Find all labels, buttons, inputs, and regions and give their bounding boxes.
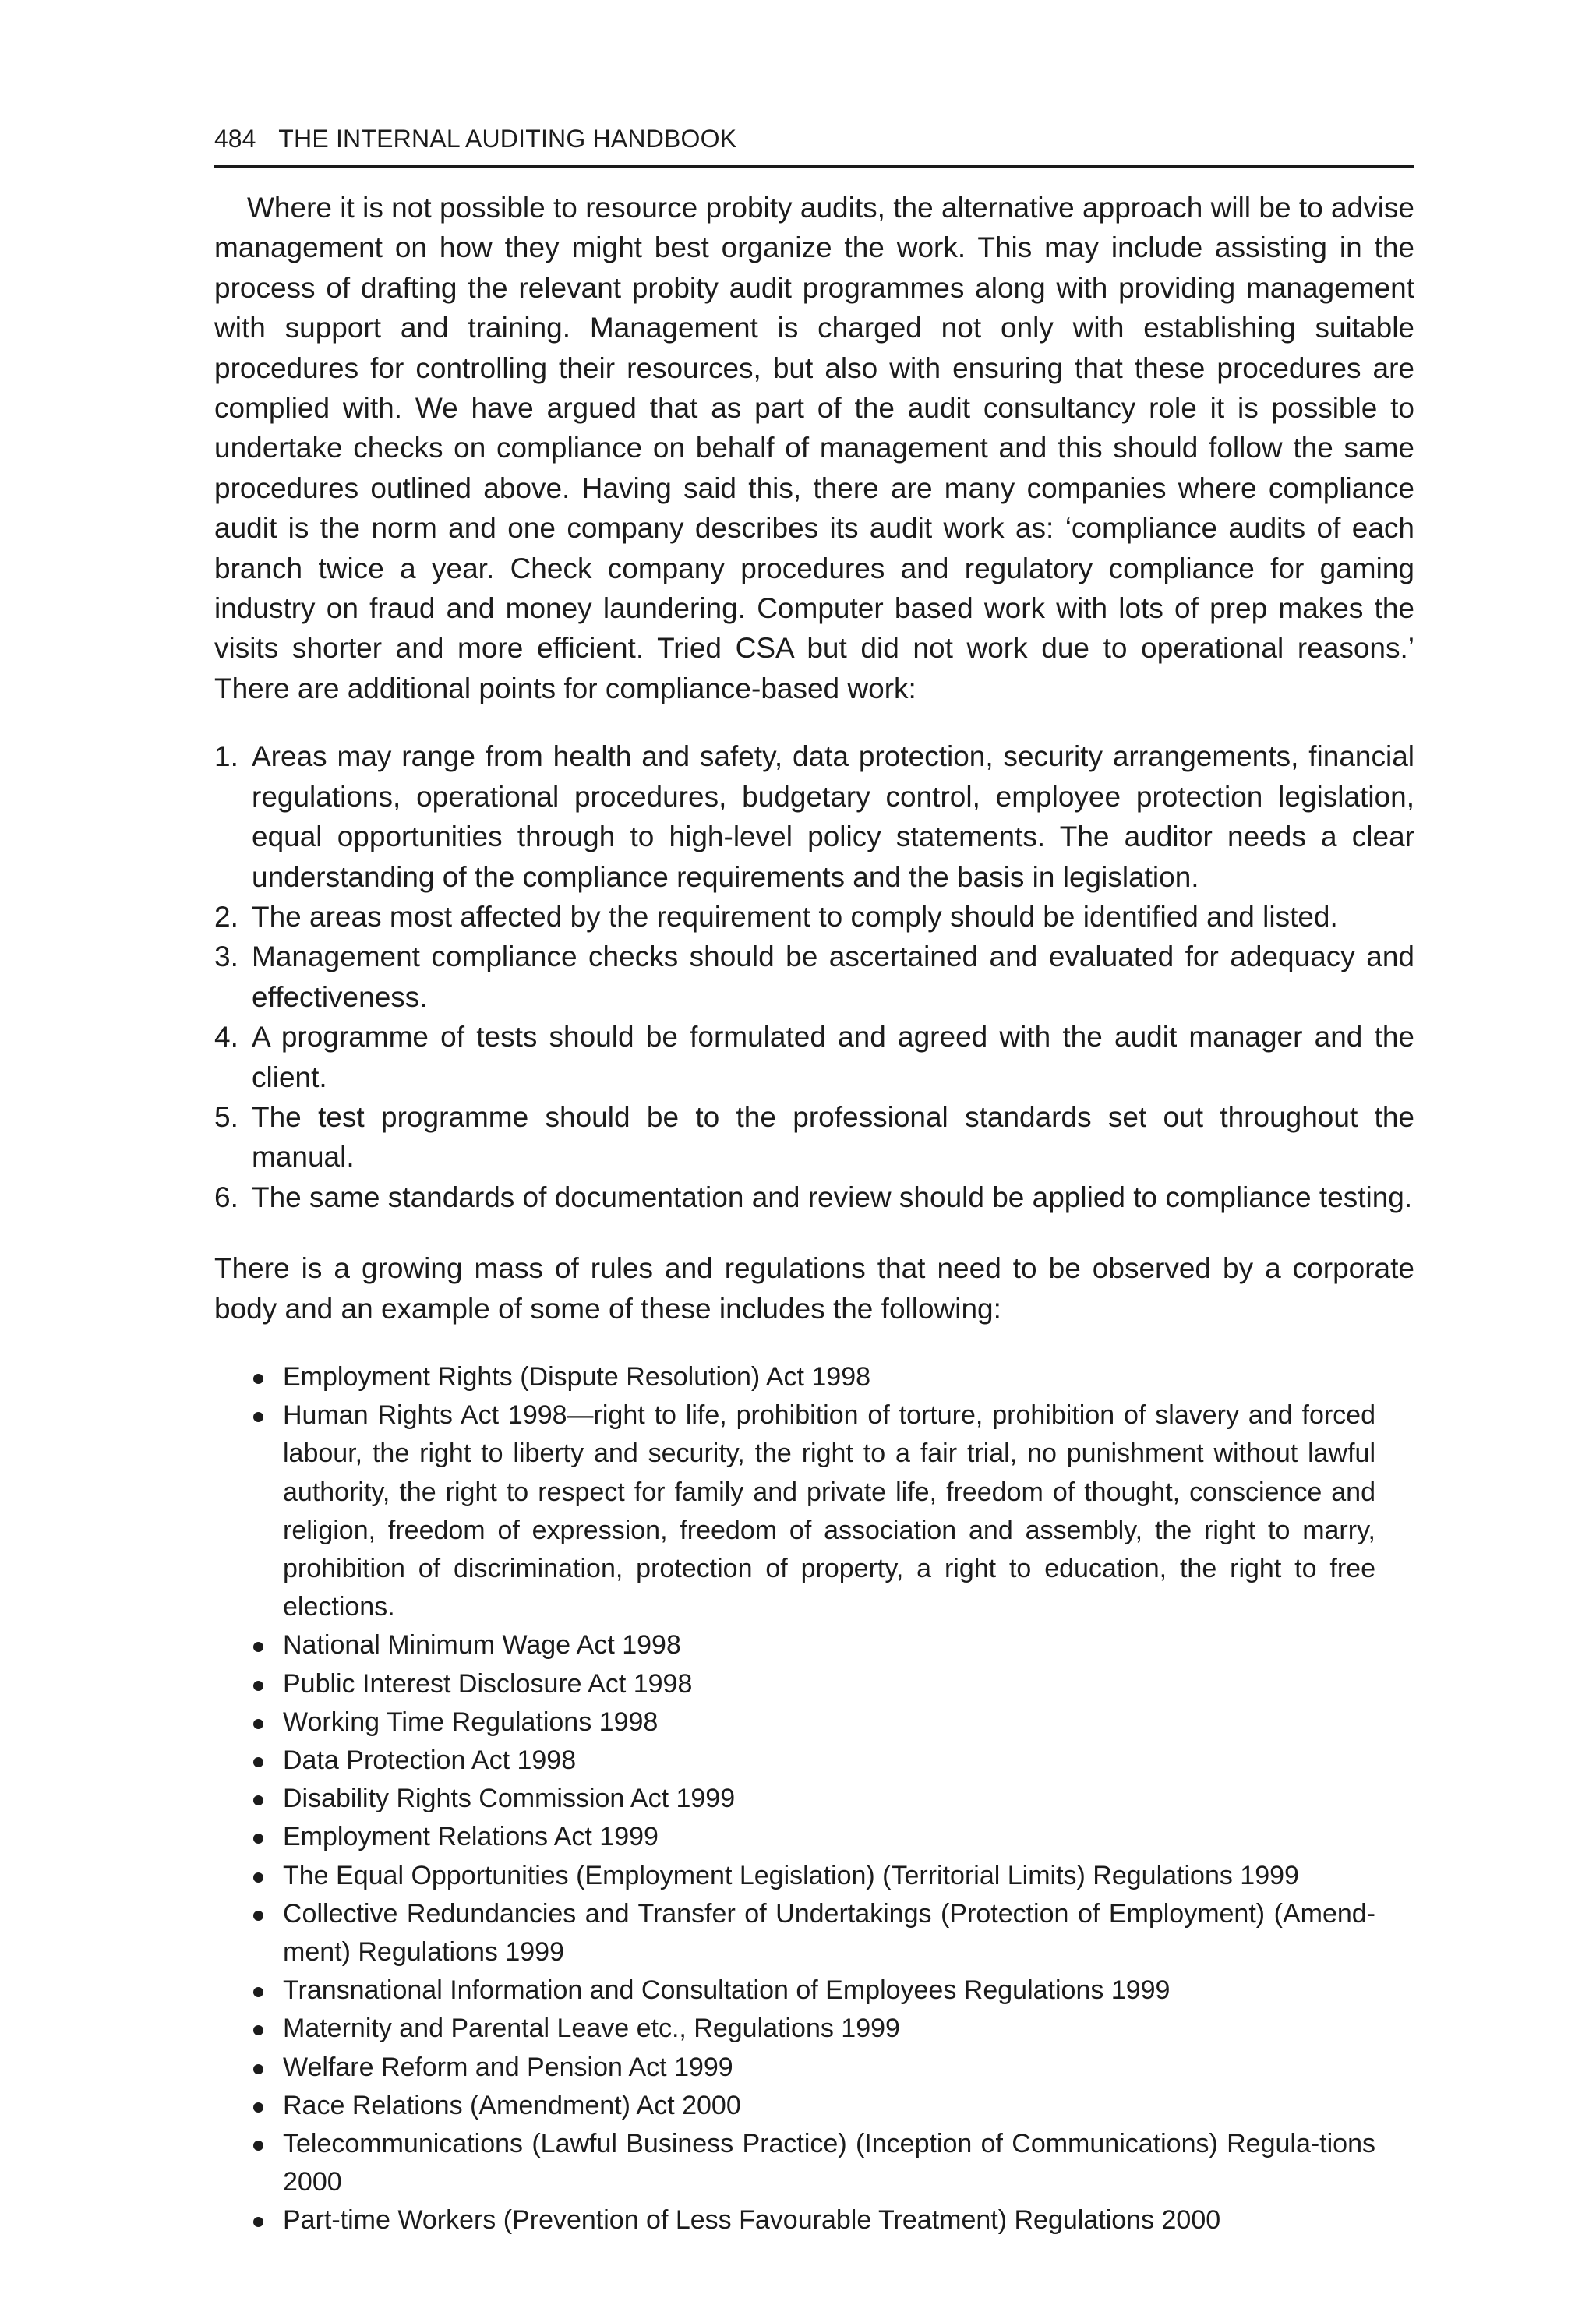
intro-paragraph: Where it is not possible to resource probity audits, the alternative approach will be to advise management on how they might best organize the work. This may include assisting in the process of drafting the relevant probity audit programmes along with providing management with support and training. Management is charged not only with establishing suitable procedures for controlling their resources, but also with ensuring that these procedures are complied with. We have argued that as part of the audit consultancy role it is possible to undertake checks on compliance on behalf of management and this should follow the same procedures outlined above. Having said this, there are many companies where compliance audit is the norm and one company describes its audit work as: ‘compliance audits of each branch twice a year. Check company procedures and regulatory compliance for gaming industry on fraud and money laundering. Computer based work with lots of prep makes the visits shorter and more efficient. Tried CSA but did not work due to operational reasons.’ There are additional points for compliance-based work: [214,192,1414,704]
list-item [214,1895,1375,1971]
bullet-icon [253,1834,263,1844]
item-number: 5. [214,1100,238,1133]
list-item [214,937,1414,1017]
bullet-icon [253,1719,263,1729]
list-item [214,1857,1375,1895]
item-text: The same standards of documentation and review should be applied to compliance testing. [252,1181,1413,1213]
bullet-icon [253,2141,263,2151]
list-item [214,736,1414,897]
item-number: 4. [214,1021,238,1054]
bullet-icon [253,1911,263,1921]
bullet-icon [253,1987,263,1997]
item-text: The areas most affected by the requirement to comply should be identified and listed. [252,900,1338,933]
list-item [214,1818,1375,1856]
bullet-icon [253,2064,263,2074]
item-text: Race Relations (Amendment) Act 2000 [283,2090,741,2120]
regulations-intro-paragraph: There is a growing mass of rules and regulations that need to be observed by a corporate body and an example of some of these includes the following: [214,1252,1414,1325]
item-text: Areas may range from health and safety, data protection, security arrangements, financial regulations, operational procedures, budgetary control, employee protection legislation, equal opportunities through to high-level policy statements. The auditor needs a clear understanding of the compliance requirements and the basis in legislation. [252,740,1414,893]
bullet-icon [253,2217,263,2227]
list-item [214,2087,1375,2125]
item-text: Disability Rights Commission Act 1999 [283,1784,736,1814]
list-item [214,2049,1375,2087]
list-item [214,1396,1375,1626]
item-text: Maternity and Parental Leave etc., Regulations 1999 [283,2014,900,2044]
compliance-points-list [214,736,1414,1217]
item-text: Telecommunications (Lawful Business Practice) (Inception of Communications) Regula-tions 2000 [283,2129,1375,2197]
item-number: 1. [214,740,238,773]
item-text: Welfare Reform and Pension Act 1999 [283,2052,733,2082]
list-item [214,2125,1375,2201]
item-text: Part-time Workers (Prevention of Less Favourable Treatment) Regulations 2000 [283,2205,1221,2236]
list-item [214,1703,1375,1742]
list-item [214,1742,1375,1780]
item-text: Employment Rights (Dispute Resolution) Act 1998 [283,1361,871,1392]
list-item [214,1097,1414,1177]
bullet-icon [253,1795,263,1805]
bullet-icon [253,2102,263,2113]
bullet-icon [253,1374,263,1384]
bullet-icon [253,1872,263,1883]
book-page [214,117,1414,2240]
item-number: 3. [214,941,238,973]
item-text: Collective Redundancies and Transfer of Undertakings (Protection of Employment) (Amend-ment) Regulations 1999 [283,1898,1375,1968]
item-text: Employment Relations Act 1999 [283,1822,659,1852]
item-number: 6. [214,1181,238,1213]
item-text: Working Time Regulations 1998 [283,1707,659,1737]
list-item [214,1665,1375,1703]
item-text: The test programme should be to the professional standards set out throughout the manual. [252,1100,1414,1174]
item-number: 2. [214,900,238,933]
item-text: The Equal Opportunities (Employment Legislation) (Territorial Limits) Regulations 1999 [283,1860,1299,1890]
list-item [214,1177,1414,1217]
bullet-icon [253,2025,263,2035]
item-text: A programme of tests should be formulated and agreed with the audit manager and the client. [252,1021,1414,1093]
item-text: Human Rights Act 1998—right to life, prohibition of torture, prohibition of slavery and forced labour, the right to liberty and security, the right to a fair trial, no punishment without lawful authority, the right to respect for family and private life, freedom of thought, conscience and religion, freedom of expression, freedom of association and assembly, the right to marry, prohibition of discrimination, protection of property, a right to education, the right to free elections. [283,1400,1375,1622]
list-item [214,1017,1414,1097]
bullet-icon [253,1681,263,1691]
book-title: THE INTERNAL AUDITING HANDBOOK [278,125,737,153]
list-item [214,897,1414,937]
item-text: Data Protection Act 1998 [283,1745,577,1775]
list-item [214,1626,1375,1664]
bullet-icon [253,1757,263,1767]
list-item [214,1780,1375,1818]
bullet-icon [253,1642,263,1652]
bullet-icon [253,1412,263,1422]
item-text: National Minimum Wage Act 1998 [283,1630,681,1661]
list-item [214,2010,1375,2048]
item-text: Transnational Information and Consultation of Employees Regulations 1999 [283,1975,1171,2006]
list-item [214,1971,1375,2010]
item-text: Management compliance checks should be ascertained and evaluated for adequacy and effectiveness. [252,941,1414,1013]
running-head [214,117,1414,168]
list-item [214,2201,1375,2240]
regulations-list [214,1358,1375,2240]
item-text: Public Interest Disclosure Act 1998 [283,1668,693,1699]
page-number: 484 [214,125,256,153]
list-item [214,1358,1375,1396]
